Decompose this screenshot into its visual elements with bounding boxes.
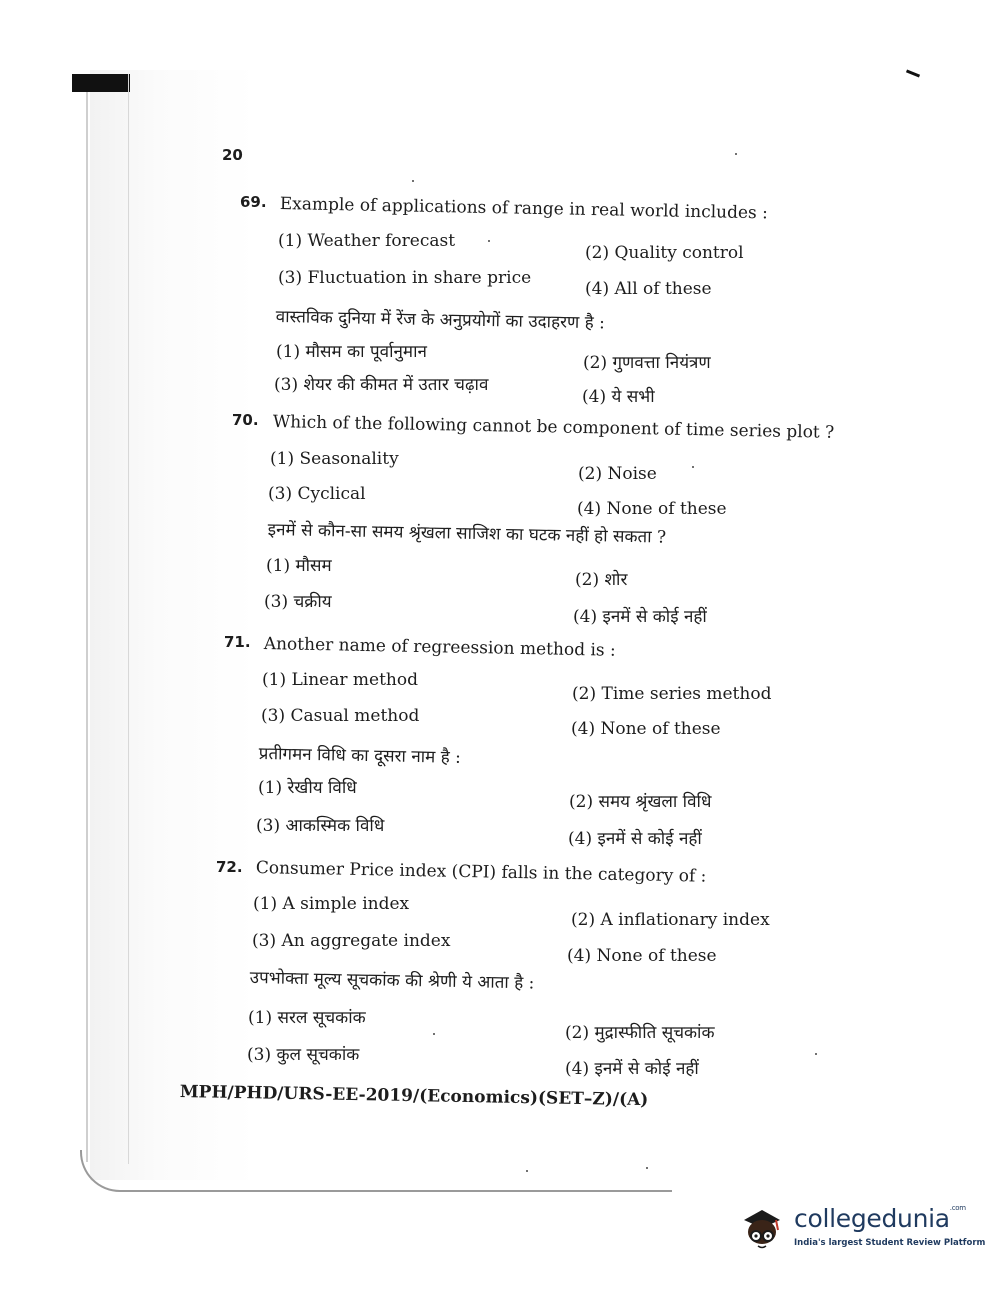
- option-1-hindi: (1) रेखीय विधि: [258, 778, 357, 798]
- option-1-hindi: (1) मौसम: [266, 556, 332, 576]
- page-number: 20: [222, 146, 243, 164]
- option-2-english: (2) A inflationary index: [571, 910, 770, 930]
- scan-speck: [488, 240, 490, 242]
- binding-edge-inner: [128, 74, 129, 1164]
- question-text-hindi: वास्तविक दुनिया में रेंज के अनुप्रयोगों का उदाहरण है :: [275, 306, 606, 334]
- option-2-hindi: (2) गुणवत्ता नियंत्रण: [583, 353, 711, 373]
- scanned-page: [90, 70, 920, 1180]
- option-2-hindi: (2) समय श्रृंखला विधि: [569, 792, 712, 812]
- question-text-english: Consumer Price index (CPI) falls in the category of :: [255, 858, 707, 887]
- scan-edge-bar: [72, 74, 130, 92]
- question-number: 71.: [224, 633, 251, 651]
- option-4-hindi: (4) इनमें से कोई नहीं: [565, 1059, 699, 1079]
- brand-name-text: collegedunia: [794, 1204, 950, 1233]
- question-text-english: Which of the following cannot be component of time series plot ?: [272, 412, 835, 443]
- question-text-english: Another name of regreession method is :: [263, 634, 616, 661]
- scan-speck: [735, 153, 737, 155]
- option-3-hindi: (3) कुल सूचकांक: [247, 1045, 360, 1065]
- option-2-english: (2) Noise: [578, 464, 657, 484]
- brand-tagline: India's largest Student Review Platform: [794, 1238, 986, 1248]
- option-3-english: (3) Cyclical: [268, 484, 366, 504]
- option-4-english: (4) None of these: [577, 499, 727, 519]
- option-4-hindi: (4) ये सभी: [582, 387, 655, 407]
- option-2-english: (2) Time series method: [572, 684, 772, 704]
- option-4-english: (4) All of these: [585, 279, 712, 299]
- option-4-hindi: (4) इनमें से कोई नहीं: [568, 829, 702, 849]
- option-1-english: (1) Seasonality: [270, 449, 399, 469]
- question-text-english: Example of applications of range in real world includes :: [279, 194, 769, 224]
- question-number: 69.: [240, 193, 267, 211]
- page-curl: [80, 1150, 672, 1192]
- option-3-hindi: (3) चक्रीय: [264, 592, 332, 612]
- scan-speck: [646, 1167, 648, 1169]
- option-1-hindi: (1) मौसम का पूर्वानुमान: [276, 342, 427, 362]
- option-1-english: (1) A simple index: [253, 894, 410, 914]
- option-2-hindi: (2) शोर: [575, 570, 628, 590]
- binding-edge: [86, 92, 88, 1162]
- option-4-english: (4) None of these: [567, 946, 717, 966]
- mascot-logo-icon: [736, 1200, 788, 1252]
- scan-speck: [692, 466, 694, 468]
- scan-speck: [526, 1170, 528, 1172]
- question-number: 72.: [216, 858, 243, 876]
- scan-speck: [412, 180, 414, 182]
- collegedunia-watermark: [736, 1198, 986, 1258]
- option-4-hindi: (4) इनमें से कोई नहीं: [573, 607, 707, 627]
- option-4-english: (4) None of these: [571, 719, 721, 739]
- option-2-hindi: (2) मुद्रास्फीति सूचकांक: [565, 1023, 715, 1043]
- option-3-english: (3) Casual method: [261, 706, 420, 726]
- option-3-hindi: (3) आकस्मिक विधि: [256, 816, 385, 836]
- question-number: 70.: [232, 411, 259, 429]
- question-text-hindi: उपभोक्ता मूल्य सूचकांक की श्रेणी ये आता है :: [249, 967, 535, 994]
- option-3-hindi: (3) शेयर की कीमत में उतार चढ़ाव: [274, 375, 489, 395]
- paper-code-footer: MPH/PHD/URS-EE-2019/(Economics)(SET–Z)/(A): [179, 1082, 649, 1111]
- scan-speck: [815, 1053, 817, 1055]
- option-1-hindi: (1) सरल सूचकांक: [248, 1008, 366, 1028]
- brand-domain-suffix: .com: [949, 1204, 966, 1212]
- question-text-hindi: प्रतीगमन विधि का दूसरा नाम है :: [258, 743, 462, 768]
- question-text-hindi: इनमें से कौन-सा समय श्रृंखला साजिश का घटक नहीं हो सकता ?: [267, 519, 667, 548]
- option-2-english: (2) Quality control: [585, 243, 744, 263]
- option-3-english: (3) Fluctuation in share price: [278, 268, 532, 288]
- scan-speck: [433, 1033, 435, 1035]
- option-3-english: (3) An aggregate index: [252, 931, 451, 951]
- option-1-english: (1) Linear method: [262, 670, 418, 690]
- brand-name: [794, 1204, 966, 1233]
- option-1-english: (1) Weather forecast: [278, 231, 456, 251]
